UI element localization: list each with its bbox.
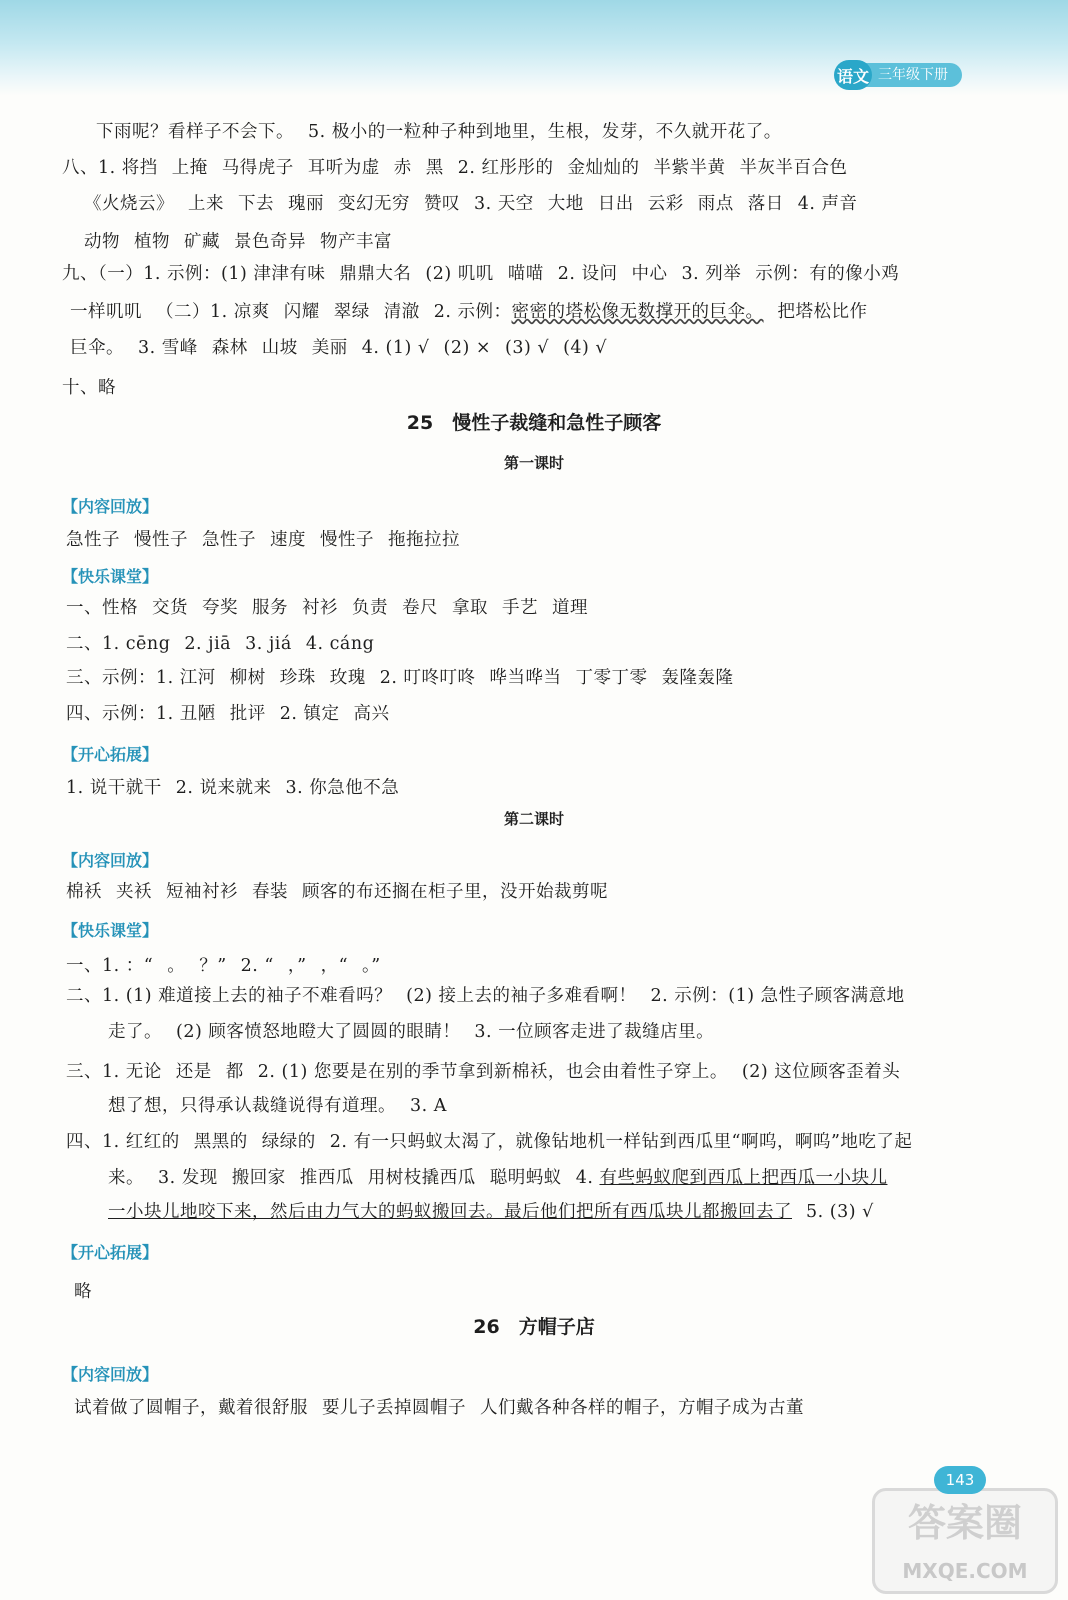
answer-line: 三、示例：1. 江河 柳树 珍珠 玫瑰 2. 叮咚叮咚 哗当哗当 丁零丁零 轰隆轰隆 [66,668,734,688]
watermark-site: MXQE.COM [902,1559,1028,1583]
section-tag: 【内容回放】 [62,851,159,870]
section-tag: 【开心拓展】 [62,745,159,764]
answer-line: 一小块儿地咬下来，然后由力气大的蚂蚁搬回去。最后他们把所有西瓜块儿都搬回去了 5. (3) √ [108,1202,874,1222]
answer-line: 来。 3. 发现 搬回家 推西瓜 用树枝撬西瓜 聪明蚂蚁 4. 有些蚂蚁爬到西瓜上把西瓜一小块儿 [108,1168,888,1188]
answer-line: 略 [74,1282,92,1302]
subject-label: 语文 [834,60,872,90]
answer-line: 八、1. 将挡 上掩 马得虎子 耳听为虚 赤 黑 2. 红彤彤的 金灿灿的 半紫半黄 半灰半百合色 [62,158,848,178]
answer-line: 一样叽叽 （二）1. 凉爽 闪耀 翠绿 清澈 2. 示例：密密的塔松像无数撑开的巨伞。 把塔松比作 [70,302,868,322]
page-number: 143 [934,1466,986,1494]
section-tag: 【内容回放】 [62,497,159,516]
lesson-title: 25 慢性子裁缝和急性子顾客 [406,412,662,434]
answer-line: 棉袄 夹袄 短袖衬衫 春装 顾客的布还搁在柜子里，没开始裁剪呢 [66,882,608,902]
grade-label: 三年级下册 [864,63,962,87]
answer-line: 一、性格 交货 夸奖 服务 衬衫 负责 卷尺 拿取 手艺 道理 [66,598,588,618]
answer-line: 一、1. ：“ 。 ？” 2. “ ，” ，“ 。” [66,956,381,976]
answer-line: 二、1. cēng 2. jiā 3. jiá 4. cáng [66,634,375,654]
answer-line: 二、1. (1) 难道接上去的袖子不难看吗？ (2) 接上去的袖子多难看啊！ 2. 示例：(1) 急性子顾客满意地 [66,986,905,1006]
answer-line: 四、1. 红红的 黑黑的 绿绿的 2. 有一只蚂蚁太渴了，就像钻地机一样钻到西瓜里“啊呜，啊呜”地吃了起 [66,1132,913,1152]
period-title: 第二课时 [503,810,564,828]
answer-line: 三、1. 无论 还是 都 2. (1) 您要是在别的季节拿到新棉袄，也会由着性子穿上。 (2) 这位顾客歪着头 [66,1062,901,1082]
lesson-title: 26 方帽子店 [473,1316,595,1338]
answer-line: 走了。 (2) 顾客愤怒地瞪大了圆圆的眼睛！ 3. 一位顾客走进了裁缝店里。 [108,1022,715,1042]
section-tag: 【快乐课堂】 [62,921,159,940]
answer-line: 九、（一）1. 示例：(1) 津津有味 鼎鼎大名 (2) 叽叽 喵喵 2. 设问 中心 3. 列举 示例：有的像小鸡 [62,264,900,284]
answer-line: 下雨呢？看样子不会下。 5. 极小的一粒种子种到地里，生根，发芽，不久就开花了。 [96,122,782,142]
section-tag: 【快乐课堂】 [62,567,159,586]
section-tag: 【开心拓展】 [62,1243,159,1262]
watermark [872,1488,1058,1594]
answer-line: 四、示例：1. 丑陋 批评 2. 镇定 高兴 [66,704,390,724]
subject-grade-tag [834,60,962,90]
answer-line: 十、略 [62,378,116,398]
watermark-logo: 答案圈 [907,1501,1022,1545]
period-title: 第一课时 [503,454,564,472]
answer-line: 1. 说干就干 2. 说来就来 3. 你急他不急 [66,778,400,798]
section-tag: 【内容回放】 [62,1365,159,1384]
answer-line: 急性子 慢性子 急性子 速度 慢性子 拖拖拉拉 [66,530,460,550]
answer-line: 想了想，只得承认裁缝说得有道理。 3. A [108,1096,447,1116]
answer-line: 试着做了圆帽子，戴着很舒服 要儿子丢掉圆帽子 人们戴各种各样的帽子，方帽子成为古董 [74,1398,804,1418]
answer-line: 动物 植物 矿藏 景色奇异 物产丰富 [84,232,392,252]
answer-line: 巨伞。 3. 雪峰 森林 山坡 美丽 4. (1) √ (2) × (3) √ (4) √ [70,338,608,358]
answer-line: 《火烧云》 上来 下去 瑰丽 变幻无穷 赞叹 3. 天空 大地 日出 云彩 雨点 落日 4. 声音 [84,194,858,214]
